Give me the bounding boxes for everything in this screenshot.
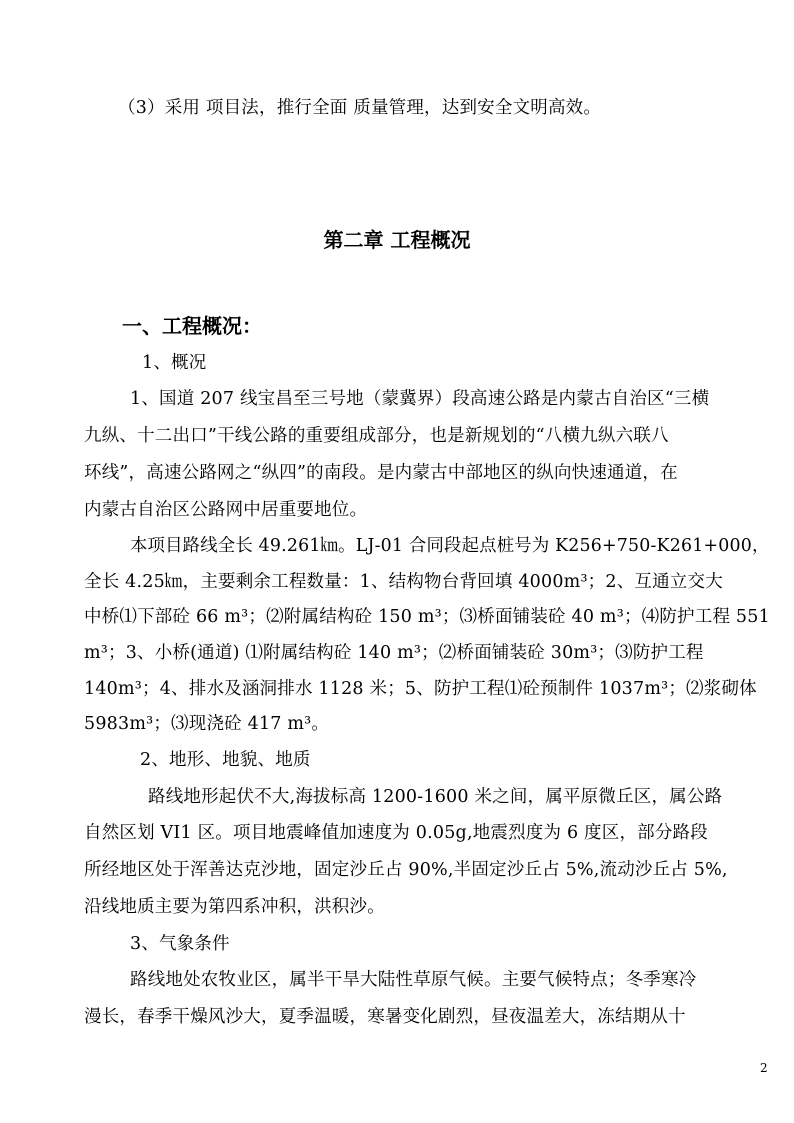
paragraph-line: 环线”，高速公路网之“纵四”的南段。是内蒙古中部地区的纵向快速通道，在 xyxy=(84,463,678,483)
subsection-title-overview: 1、概况 xyxy=(142,353,207,373)
page-number: 2 xyxy=(760,1061,768,1075)
paragraph-line: 九纵、十二出口”干线公路的重要组成部分，也是新规划的“八横九纵六联八 xyxy=(84,426,669,446)
paragraph-line: 全长 4.25㎞，主要剩余工程数量：1、结构物台背回填 4000m³；2、互通立交大 xyxy=(84,572,723,592)
paragraph-line: 内蒙古自治区公路网中居重要地位。 xyxy=(84,500,368,520)
paragraph-line: 140m³；4、排水及涵洞排水 1128 米；5、防护工程⑴砼预制件 1037m³；⑵浆砌体 xyxy=(84,679,757,699)
paragraph-line: 自然区划 VI1 区。项目地震峰值加速度为 0.05g,地震烈度为 6 度区，部分路段 xyxy=(84,823,708,843)
paragraph-line: 漫长，春季干燥风沙大，夏季温暖，寒暑变化剧烈，昼夜温差大，冻结期从十 xyxy=(84,1007,686,1027)
section-title: 一、工程概况： xyxy=(122,314,262,338)
paragraph-line: m³；3、小桥(通道) ⑴附属结构砼 140 m³；⑵桥面铺装砼 30m³；⑶防护工程 xyxy=(84,643,704,663)
intro-item: （3）采用 项目法，推行全面 质量管理，达到安全文明高效。 xyxy=(118,98,602,118)
subsection-title-terrain: 2、地形、地貌、地质 xyxy=(140,750,311,770)
paragraph-line: 沿线地质主要为第四系冲积，洪积沙。 xyxy=(84,897,385,917)
subsection-title-climate: 3、气象条件 xyxy=(130,934,230,954)
chapter-title: 第二章 工程概况 xyxy=(323,228,471,252)
paragraph-line: 中桥⑴下部砼 66 m³；⑵附属结构砼 150 m³；⑶桥面铺装砼 40 m³；⑷防护工程 551 xyxy=(84,607,770,627)
paragraph-line: 5983m³；⑶现浇砼 417 m³。 xyxy=(84,714,330,734)
paragraph-line: 本项目路线全长 49.261㎞。LJ-01 合同段起点桩号为 K256+750-K261+000， xyxy=(130,536,770,556)
paragraph-line: 1、国道 207 线宝昌至三号地（蒙冀界）段高速公路是内蒙古自治区“三横 xyxy=(130,389,710,409)
paragraph-line: 所经地区处于浑善达克沙地，固定沙丘占 90%,半固定沙丘占 5%,流动沙丘占 5%, xyxy=(84,860,728,880)
paragraph-line: 路线地形起伏不大,海拔标高 1200-1600 米之间，属平原微丘区，属公路 xyxy=(148,787,723,807)
paragraph-line: 路线地处农牧业区，属半干旱大陆性草原气候。主要气候特点；冬季寒冷 xyxy=(130,970,697,990)
